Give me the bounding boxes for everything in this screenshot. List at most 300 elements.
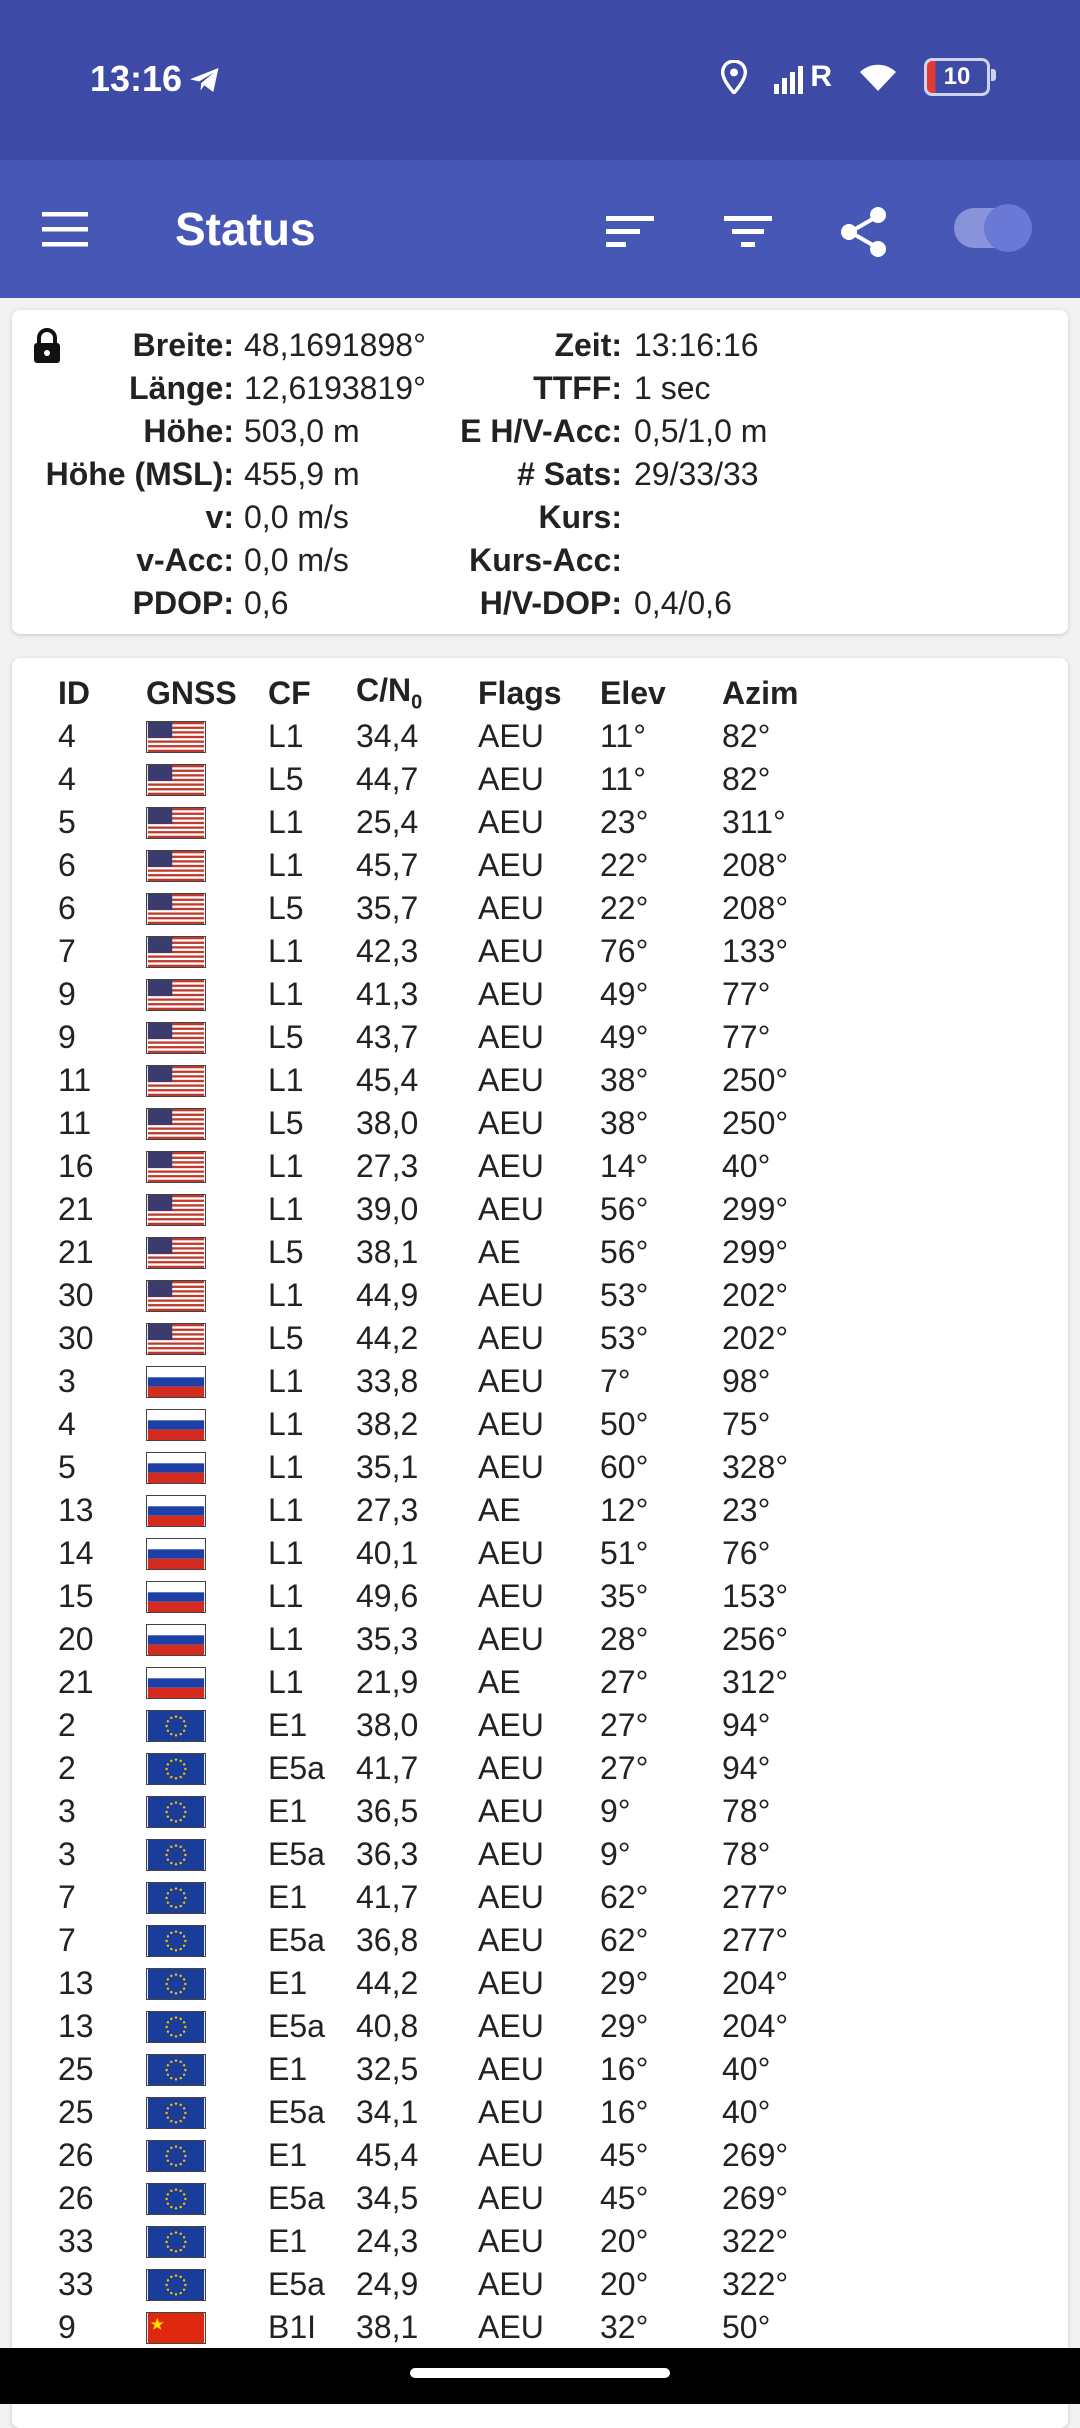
fix-value: 1 sec (634, 370, 711, 406)
table-row[interactable] (58, 1661, 842, 1704)
cell-cn: 36,3 (356, 1836, 419, 1872)
cell-gnss (146, 2134, 268, 2177)
app-bar (0, 160, 1080, 298)
cell-elev: 56° (600, 1234, 649, 1270)
table-row[interactable] (58, 973, 842, 1016)
table-row[interactable] (58, 1231, 842, 1274)
fix-right-labels (412, 324, 622, 625)
cell-cn: 38,0 (356, 1707, 419, 1743)
cell-id: 26 (58, 2180, 94, 2216)
cell-flags: AEU (478, 1062, 544, 1098)
cell-id: 13 (58, 1492, 94, 1528)
cell-azim: 269° (722, 2180, 789, 2216)
header-id[interactable]: ID (58, 675, 90, 711)
cell-flags: AEU (478, 2223, 544, 2259)
cell-cn: 43,7 (356, 1019, 419, 1055)
cell-cf: E5a (268, 2180, 325, 2216)
cell-id: 21 (58, 1234, 94, 1270)
menu-icon[interactable] (40, 208, 90, 250)
cell-gnss (146, 2005, 268, 2048)
cell-flags: AEU (478, 1836, 544, 1872)
cell-gnss (146, 758, 268, 801)
fix-label: H/V-DOP: (479, 585, 622, 621)
table-row[interactable] (58, 2263, 842, 2306)
fix-label: # Sats: (517, 456, 622, 492)
us-flag-icon (146, 850, 206, 882)
eu-flag-icon (146, 2011, 206, 2043)
table-row[interactable] (58, 2048, 842, 2091)
header-cn0-subscript: 0 (411, 691, 423, 714)
cell-id: 2 (58, 1750, 76, 1786)
cell-cf: B1I (268, 2309, 317, 2345)
cell-gnss (146, 1360, 268, 1403)
cell-gnss (146, 715, 268, 758)
cell-flags: AEU (478, 1019, 544, 1055)
cell-id: 11 (58, 1105, 92, 1141)
cell-cn: 27,3 (356, 1492, 419, 1528)
fix-value: 0,0 m/s (244, 499, 349, 535)
table-row[interactable] (58, 2134, 842, 2177)
filter-icon[interactable] (720, 204, 776, 260)
cell-id: 33 (58, 2223, 94, 2259)
cell-cn: 45,4 (356, 2137, 419, 2173)
cell-cn: 38,0 (356, 1105, 419, 1141)
fix-right-values (634, 324, 767, 625)
cell-gnss (146, 2220, 268, 2263)
cell-flags: AEU (478, 1320, 544, 1356)
cell-cn: 24,9 (356, 2266, 419, 2302)
russia-flag-icon (146, 1495, 206, 1527)
cell-elev: 49° (600, 1019, 649, 1055)
cell-flags: AEU (478, 1750, 544, 1786)
us-flag-icon (146, 1323, 206, 1355)
cell-cf: L5 (268, 1019, 304, 1055)
china-flag-icon (146, 2312, 206, 2344)
fix-label: Höhe: (143, 413, 234, 449)
cell-cn: 38,1 (356, 1234, 419, 1270)
cell-cf: E5a (268, 2266, 325, 2302)
cell-elev: 14° (600, 1148, 649, 1184)
table-row[interactable] (58, 1360, 842, 1403)
cell-flags: AEU (478, 1707, 544, 1743)
cell-cn: 35,3 (356, 1621, 419, 1657)
eu-flag-icon (146, 1968, 206, 2000)
table-row[interactable] (58, 1919, 842, 1962)
cell-flags: AEU (478, 1965, 544, 2001)
table-row[interactable] (58, 930, 842, 973)
us-flag-icon (146, 1237, 206, 1269)
cell-cf: L1 (268, 1277, 304, 1313)
header-cn0-label: C/N (356, 672, 412, 709)
telegram-icon (186, 62, 224, 98)
fix-value (634, 539, 767, 582)
cell-gnss (146, 801, 268, 844)
fix-label: v: (205, 499, 234, 535)
cell-azim: 98° (722, 1363, 771, 1399)
fix-label: Zeit: (554, 327, 622, 363)
cell-elev: 27° (600, 1664, 649, 1700)
cell-cn: 40,8 (356, 2008, 419, 2044)
cell-azim: 322° (722, 2223, 789, 2259)
table-row[interactable] (58, 2177, 842, 2220)
table-row[interactable] (58, 1317, 842, 1360)
cell-cf: E5a (268, 2094, 325, 2130)
cell-gnss (146, 1661, 268, 1704)
cell-gnss (146, 1575, 268, 1618)
table-row[interactable] (58, 1747, 842, 1790)
russia-flag-icon (146, 1366, 206, 1398)
cell-azim: 328° (722, 1449, 789, 1485)
cell-cn: 24,3 (356, 2223, 419, 2259)
cell-id: 25 (58, 2051, 94, 2087)
cell-elev: 60° (600, 1449, 649, 1485)
table-row[interactable] (58, 1704, 842, 1747)
cell-elev: 27° (600, 1707, 649, 1743)
eu-flag-icon (146, 1753, 206, 1785)
cell-cf: L5 (268, 761, 304, 797)
russia-flag-icon (146, 1581, 206, 1613)
cell-id: 9 (58, 1019, 76, 1055)
us-flag-icon (146, 1022, 206, 1054)
table-header-row (58, 672, 842, 715)
cell-elev: 62° (600, 1879, 649, 1915)
cell-azim: 133° (722, 933, 789, 969)
cell-gnss (146, 1747, 268, 1790)
home-gesture-handle[interactable] (410, 2368, 670, 2378)
cell-azim: 82° (722, 761, 771, 797)
clock: 13:16 (90, 58, 183, 99)
cell-cn: 42,3 (356, 933, 419, 969)
cell-cn: 36,5 (356, 1793, 419, 1829)
cell-id: 13 (58, 2008, 94, 2044)
table-row[interactable] (58, 2091, 842, 2134)
cell-id: 2 (58, 1707, 76, 1743)
cell-elev: 20° (600, 2266, 649, 2302)
russia-flag-icon (146, 1538, 206, 1570)
cell-azim: 75° (722, 1406, 771, 1442)
header-elev[interactable]: Elev (600, 675, 666, 711)
russia-flag-icon (146, 1667, 206, 1699)
us-flag-icon (146, 1065, 206, 1097)
battery-icon (924, 58, 990, 96)
cell-gnss (146, 1704, 268, 1747)
cell-id: 25 (58, 2094, 94, 2130)
toggle-switch[interactable] (954, 208, 1030, 248)
satellite-table-card (12, 658, 1068, 2428)
cell-elev: 45° (600, 2137, 649, 2173)
cell-flags: AEU (478, 1277, 544, 1313)
cell-cn: 33,8 (356, 1363, 419, 1399)
russia-flag-icon (146, 1624, 206, 1656)
cell-gnss (146, 844, 268, 887)
cell-id: 7 (58, 1922, 76, 1958)
table-row[interactable] (58, 887, 842, 930)
cell-id: 20 (58, 1621, 94, 1657)
cell-id: 6 (58, 847, 76, 883)
cell-id: 7 (58, 933, 76, 969)
cell-gnss (146, 1016, 268, 1059)
cell-gnss (146, 1833, 268, 1876)
cell-id: 14 (58, 1535, 94, 1571)
cell-cf: L5 (268, 890, 304, 926)
cell-gnss (146, 1102, 268, 1145)
cell-cn: 32,5 (356, 2051, 419, 2087)
cell-id: 3 (58, 1793, 76, 1829)
cell-cn: 40,1 (356, 1535, 419, 1571)
fix-value: 0,4/0,6 (634, 585, 732, 621)
fix-value: 29/33/33 (634, 456, 759, 492)
fix-value: 48,1691898° (244, 327, 426, 363)
us-flag-icon (146, 1108, 206, 1140)
cell-azim: 208° (722, 847, 789, 883)
table-row[interactable] (58, 1876, 842, 1919)
cell-flags: AEU (478, 718, 544, 754)
header-gnss[interactable]: GNSS (146, 675, 237, 711)
cell-azim: 277° (722, 1879, 789, 1915)
cell-cf: L1 (268, 933, 304, 969)
table-row[interactable] (58, 2306, 842, 2349)
cell-cf: L1 (268, 1535, 304, 1571)
cell-cn: 21,9 (356, 1664, 419, 1700)
cell-flags: AEU (478, 2051, 544, 2087)
cell-id: 3 (58, 1836, 76, 1872)
table-row[interactable] (58, 2220, 842, 2263)
satellite-table (58, 672, 842, 2349)
us-flag-icon (146, 1280, 206, 1312)
cell-elev: 49° (600, 976, 649, 1012)
sort-icon[interactable] (602, 204, 658, 260)
cell-cn: 35,7 (356, 890, 419, 926)
cell-elev: 35° (600, 1578, 649, 1614)
cell-elev: 9° (600, 1836, 631, 1872)
cell-flags: AEU (478, 2180, 544, 2216)
cell-azim: 256° (722, 1621, 789, 1657)
cell-gnss (146, 1446, 268, 1489)
us-flag-icon (146, 936, 206, 968)
cell-cn: 45,7 (356, 847, 419, 883)
cell-azim: 250° (722, 1105, 789, 1141)
cell-gnss (146, 1274, 268, 1317)
table-row[interactable] (58, 2005, 842, 2048)
cell-cf: L5 (268, 1234, 304, 1270)
cell-azim: 94° (722, 1707, 771, 1743)
cell-flags: AEU (478, 1922, 544, 1958)
battery-level: 10 (943, 63, 971, 90)
table-row[interactable] (58, 1618, 842, 1661)
share-icon[interactable] (836, 204, 892, 260)
cell-elev: 7° (600, 1363, 631, 1399)
table-row[interactable] (58, 1575, 842, 1618)
cell-cn: 38,2 (356, 1406, 419, 1442)
cell-cf: L1 (268, 1363, 304, 1399)
cell-id: 16 (58, 1148, 94, 1184)
eu-flag-icon (146, 1925, 206, 1957)
table-row[interactable] (58, 1403, 842, 1446)
cell-azim: 82° (722, 718, 771, 754)
fix-value (634, 496, 767, 539)
cell-elev: 28° (600, 1621, 649, 1657)
cell-cf: E5a (268, 1836, 325, 1872)
us-flag-icon (146, 893, 206, 925)
cell-id: 9 (58, 2309, 76, 2345)
table-row[interactable] (58, 1962, 842, 2005)
cell-azim: 23° (722, 1492, 771, 1528)
cell-elev: 23° (600, 804, 649, 840)
cell-azim: 208° (722, 890, 789, 926)
eu-flag-icon (146, 1839, 206, 1871)
cell-cf: L1 (268, 718, 304, 754)
cell-elev: 38° (600, 1105, 649, 1141)
cell-cn: 34,4 (356, 718, 419, 754)
cell-flags: AEU (478, 1191, 544, 1227)
table-row[interactable] (58, 1274, 842, 1317)
cell-cf: E1 (268, 1793, 308, 1829)
cell-id: 30 (58, 1320, 94, 1356)
cell-cf: E1 (268, 2223, 308, 2259)
cell-elev: 53° (600, 1320, 649, 1356)
cell-cn: 49,6 (356, 1578, 419, 1614)
cell-cn: 44,9 (356, 1277, 419, 1313)
table-row[interactable] (58, 1532, 842, 1575)
cell-flags: AEU (478, 1449, 544, 1485)
cell-cn: 34,1 (356, 2094, 419, 2130)
cell-id: 4 (58, 1406, 76, 1442)
cell-azim: 94° (722, 1750, 771, 1786)
cell-id: 4 (58, 718, 76, 754)
cell-id: 30 (58, 1277, 94, 1313)
cell-gnss (146, 1876, 268, 1919)
cell-flags: AE (478, 1492, 521, 1528)
cell-cn: 41,7 (356, 1750, 419, 1786)
cell-gnss (146, 1618, 268, 1661)
cell-cf: L1 (268, 1449, 304, 1485)
table-row[interactable] (58, 1489, 842, 1532)
fix-label: Breite: (132, 327, 234, 363)
toggle-knob (984, 204, 1032, 252)
cell-gnss (146, 1962, 268, 2005)
fix-value: 0,5/1,0 m (634, 413, 768, 449)
cell-elev: 20° (600, 2223, 649, 2259)
fix-label: TTFF: (533, 370, 622, 406)
cell-flags: AEU (478, 2266, 544, 2302)
table-row[interactable] (58, 844, 842, 887)
table-row[interactable] (58, 1833, 842, 1876)
cell-flags: AEU (478, 933, 544, 969)
cell-elev: 38° (600, 1062, 649, 1098)
cell-elev: 29° (600, 2008, 649, 2044)
cell-gnss (146, 1919, 268, 1962)
cell-gnss (146, 1231, 268, 1274)
fix-left-values (244, 324, 426, 625)
cell-elev: 56° (600, 1191, 649, 1227)
cell-cf: E5a (268, 1750, 325, 1786)
russia-flag-icon (146, 1452, 206, 1484)
eu-flag-icon (146, 1796, 206, 1828)
cell-flags: AEU (478, 1148, 544, 1184)
cell-azim: 77° (722, 976, 771, 1012)
cell-azim: 311° (722, 804, 786, 840)
header-azim[interactable]: Azim (722, 675, 799, 711)
eu-flag-icon (146, 2226, 206, 2258)
cell-gnss (146, 2048, 268, 2091)
cell-elev: 51° (600, 1535, 649, 1571)
table-row[interactable] (58, 801, 842, 844)
cell-id: 3 (58, 1363, 76, 1399)
cell-id: 9 (58, 976, 76, 1012)
fix-value: 455,9 m (244, 456, 360, 492)
fix-label: v-Acc: (136, 542, 234, 578)
cell-flags: AEU (478, 2137, 544, 2173)
cell-cf: L1 (268, 847, 304, 883)
cell-flags: AEU (478, 1406, 544, 1442)
network-type-label: R (810, 60, 832, 93)
location-icon (720, 60, 748, 94)
fix-label: Kurs: (538, 499, 622, 535)
cell-cf: L1 (268, 1578, 304, 1614)
cell-flags: AEU (478, 1105, 544, 1141)
cell-cn: 44,2 (356, 1965, 419, 2001)
cell-gnss (146, 1317, 268, 1360)
cell-id: 7 (58, 1879, 76, 1915)
fix-label: PDOP: (132, 585, 234, 621)
cell-cf: L1 (268, 1148, 304, 1184)
fix-value: 0,0 m/s (244, 542, 349, 578)
cell-elev: 22° (600, 890, 649, 926)
table-row[interactable] (58, 1188, 842, 1231)
table-row[interactable] (58, 1016, 842, 1059)
cell-azim: 202° (722, 1320, 789, 1356)
cell-elev: 45° (600, 2180, 649, 2216)
cell-azim: 277° (722, 1922, 789, 1958)
us-flag-icon (146, 979, 206, 1011)
cell-cf: E1 (268, 2051, 308, 2087)
cell-azim: 40° (722, 1148, 771, 1184)
cell-azim: 250° (722, 1062, 789, 1098)
table-row[interactable] (58, 1145, 842, 1188)
cell-elev: 27° (600, 1750, 649, 1786)
cell-cf: L5 (268, 1105, 304, 1141)
table-row[interactable] (58, 758, 842, 801)
cell-azim: 78° (722, 1836, 771, 1872)
cell-id: 11 (58, 1062, 92, 1098)
cell-cn: 39,0 (356, 1191, 419, 1227)
header-cf[interactable]: CF (268, 675, 311, 711)
header-flags[interactable]: Flags (478, 675, 562, 711)
table-row[interactable] (58, 1059, 842, 1102)
table-row[interactable] (58, 1102, 842, 1145)
cell-flags: AEU (478, 890, 544, 926)
cell-cf: L1 (268, 1492, 304, 1528)
us-flag-icon (146, 764, 206, 796)
cell-flags: AEU (478, 1793, 544, 1829)
eu-flag-icon (146, 2140, 206, 2172)
header-cn0[interactable] (356, 672, 478, 715)
cell-gnss (146, 1059, 268, 1102)
us-flag-icon (146, 1151, 206, 1183)
cell-cf: L1 (268, 1062, 304, 1098)
us-flag-icon (146, 721, 206, 753)
table-row[interactable] (58, 1446, 842, 1489)
cell-elev: 9° (600, 1793, 631, 1829)
cell-cn: 27,3 (356, 1148, 419, 1184)
cell-flags: AE (478, 1664, 521, 1700)
table-row[interactable] (58, 715, 842, 758)
cell-cf: L1 (268, 1664, 304, 1700)
table-row[interactable] (58, 1790, 842, 1833)
fix-value: 503,0 m (244, 413, 360, 449)
cell-gnss (146, 1532, 268, 1575)
fix-label: E H/V-Acc: (460, 413, 622, 449)
